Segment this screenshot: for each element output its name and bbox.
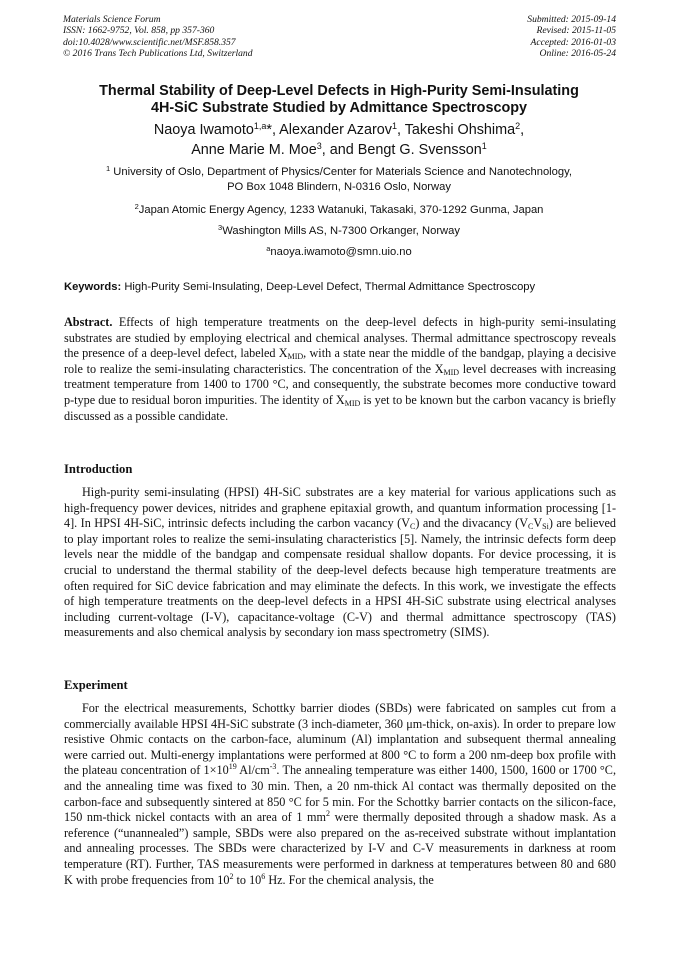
introduction-body: High-purity semi-insulating (HPSI) 4H-SiC substrates are a key material for various applications such as high-frequency power devices, nitrides and graphene epitaxial growth, and quantum information processing [1-4]. In HPSI 4H-SiC, intrinsic defects including the carbon vacancy $(V_C)$ and the divacancy $(V_CV_{Si})$ are believed to play important roles to realize the semi-insulating characteristics [5]. Namely, the intrinsic defects form deep levels near the middle of the bandgap and compensate residual shallow dopants. For device processing, it is crucial to understand the thermal stability of the deep-level defects because high temperature treatments are often required for SiC device fabrication and may eliminate the defects. In this work, we investigate the effects of high temperature treatments on the deep-level defects in a HPSI 4H-SiC substrate using electrical analyses including current-voltage (I-V), capacitance-voltage (C-V) and thermal admittance spectroscopy (TAS) measurements and also chemical analysis by secondary ion mass spectrometry (SIMS).	[64, 485, 616, 640]
author-4: Anne Marie M. Moe	[191, 141, 317, 158]
title-line-2: 4H-SiC Substrate Studied by Admittance Spectroscopy	[150, 100, 528, 116]
publication-dates	[527, 14, 616, 60]
accepted-date: Accepted: 2016-01-03	[530, 36, 616, 48]
author-email: $^a$naoya.iwamoto@smn.uio.no	[266, 244, 412, 258]
abstract-label: Abstract.	[64, 315, 113, 329]
journal-name: Materials Science Forum	[63, 14, 161, 25]
author-2: Alexander Azarov	[279, 122, 392, 138]
online-date: Online: 2016-05-24	[539, 48, 616, 60]
revised-date: Revised: 2015-11-05	[536, 25, 616, 37]
experiment-body: For the electrical measurements, Schottky barrier diodes (SBDs) were fabricated on samples cut from a commercially available HPSI 4H-SiC substrate (3 inch-diameter, 360 μm-thick, on-axis). In order to prepare low resistive Ohmic contacts on the carbon-face, aluminum (Al) implantation and subsequent thermal annealing were carried out. Multi-energy implantations were performed at 800 °C to form a 200 nm-deep box profile with the plateau concentration of $1\times 10^{19}$ $Al/cm^{-3}$. The annealing temperature was either 1400, 1500, 1600 or 1700 °C, and the annealing time was fixed to 30 min. Then, a 20 nm-thick Al contact was thermally deposited on the carbon-face and subsequently sintered at 850 °C for 5 min. For the Schottky barrier contacts on the silicon-face, 150 nm-thick nickel contacts with an area of 1 $mm^2$ were thermally deposited through a shadow mask. As a reference (“unannealed”) sample, SBDs were also prepared on the as-received substrate without implantation and annealing processes. The SBDs were characterized by I-V and C-V measurements in darkness at room temperature (RT). Further, TAS measurements were performed in darkness at temperatures between 80 and 680 K with probe frequencies from $10^2$ to $10^6$ Hz. For the chemical analysis, the	[64, 701, 617, 887]
keywords	[64, 280, 616, 295]
paper-title	[50, 83, 628, 117]
title-line-1: Thermal Stability of Deep-Level Defects in High-Purity Semi-Insulating	[99, 83, 579, 99]
author-5: Bengt G. Svensson	[357, 141, 482, 158]
author-list: Naoya Iwamoto$^{1,a}$*, Alexander Azarov$^1$, Takeshi Ohshima$^2$, Anne Marie M. Moe$^3$, and Bengt G. Svensson$^1$	[153, 121, 525, 158]
issn: ISSN: 1662-9752, Vol. 858, pp 357-360	[63, 25, 215, 37]
introduction-heading: Introduction	[64, 462, 133, 476]
author-3: Takeshi Ohshima	[404, 122, 516, 138]
affiliation-2: $^2$Japan Atomic Energy Agency, 1233 Watanuki, Takasaki, 370-1292 Gunma, Japan	[134, 202, 544, 216]
abstract: Abstract. Effects of high temperature treatments on the deep-level defects in high-purity semi-insulating substrates are studied by employing electrical and chemical analyses. Thermal admittance spectroscopy reveals the presence of a deep-level defect, labeled $X_{MID}$, with a state near the middle of the bandgap, playing a decisive role to realize the semi-insulating characteristics. The concentration of the $X_{MID}$ level decreases with increasing treatment temperature from 1400 to 1700 °C, and consequently, the substrate becomes more conductive toward p-type due to residual boron impurities. The identity of $X_{MID}$ is yet to be known but the carbon vacancy is briefly discussed as a possible candidate.	[64, 315, 617, 423]
doi: doi:10.4028/www.scientific.net/MSF.858.357	[63, 36, 236, 48]
submitted-date: Submitted: 2015-09-14	[527, 14, 616, 25]
copyright: © 2016 Trans Tech Publications Ltd, Switzerland	[63, 48, 253, 60]
keywords-label: Keywords:	[64, 281, 122, 293]
experiment-heading: Experiment	[64, 678, 128, 692]
affiliation-3: $^3$Washington Mills AS, N-7300 Orkanger, Norway	[218, 223, 460, 237]
author-1: Naoya Iwamoto	[153, 122, 254, 138]
keywords-text: High-Purity Semi-Insulating, Deep-Level Defect, Thermal Admittance Spectroscopy	[124, 281, 536, 293]
affiliation-1: $^1$ University of Oslo, Department of Physics/Center for Materials Science and Nanotechnology, PO Box 1048 Blindern, N-0316 Oslo, Norway	[106, 164, 572, 193]
journal-info	[63, 14, 253, 60]
